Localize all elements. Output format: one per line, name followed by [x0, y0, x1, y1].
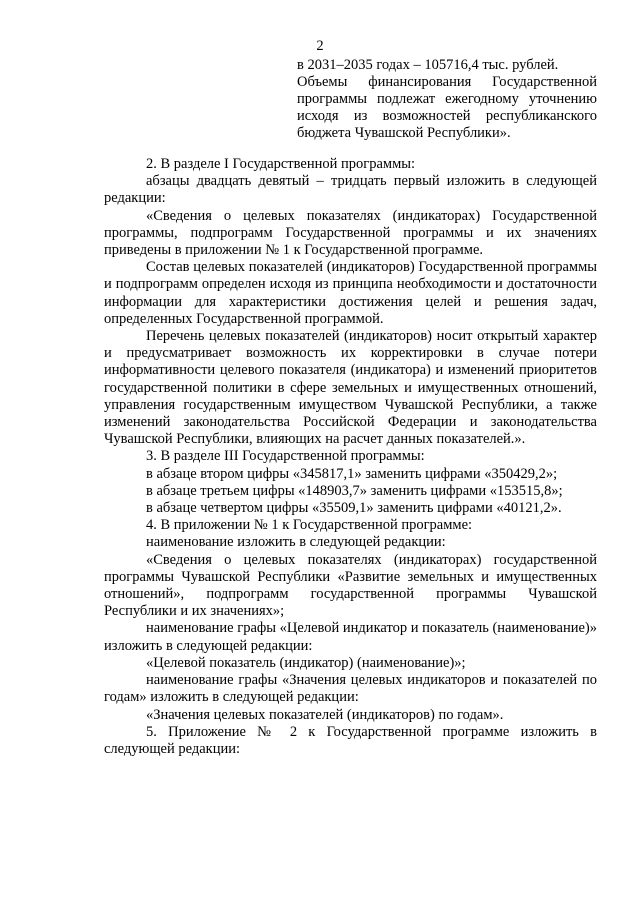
funding-note: Объемы финансирования Государственной программы подлежат ежегодному уточнению исходя из возможностей республиканского бюджета Чувашской Республики».	[297, 74, 597, 141]
paragraph-section-3: 3. В разделе III Государственной программы:	[146, 448, 425, 465]
paragraph: «Целевой показатель (индикатор) (наименование)»;	[146, 654, 466, 671]
paragraph: «Сведения о целевых показателях (индикаторах) государственной программы Чувашской Республики «Развитие земельных и имущественных отношений», подпрограмм государственной программы Чувашской Республики и их значениях»;	[104, 551, 597, 620]
paragraph-section-5: 5. Приложение № 2 к Государственной программе изложить в следующей редакции:	[104, 723, 597, 757]
paragraph: наименование графы «Целевой индикатор и показатель (наименование)» изложить в следующей редакции:	[104, 620, 597, 654]
paragraph: в абзаце втором цифры «345817,1» заменить цифрами «350429,2»;	[146, 465, 558, 482]
paragraph: Перечень целевых показателей (индикаторов) носит открытый характер и предусматривает возможность их корректировки в случае потери информативности целевого показателя (индикатора) и изменений приоритетов государственной политики в сфере земельных и имущественных отношений, управления государственным имуществом Чувашской Республики, а также изменений законодательства Российской Федерации и законодательства Чувашской Республики, влияющих на расчет данных показателей.».	[104, 328, 597, 448]
paragraph-section-1: 2. В разделе I Государственной программы:	[146, 156, 416, 172]
continuation-block	[297, 57, 597, 142]
funding-line: в 2031–2035 годах – 105716,4 тыс. рублей.	[297, 57, 559, 73]
paragraph: «Сведения о целевых показателях (индикаторах) Государственной программы, подпрограмм Государственной программы и их значениях приведены в приложении № 1 к Государственной программе.	[104, 207, 597, 259]
page-number: 2	[316, 38, 324, 54]
paragraph: наименование изложить в следующей редакции:	[146, 534, 446, 551]
paragraph: Состав целевых показателей (индикаторов) Государственной программы и подпрограмм определен исходя из принципа необходимости и достаточности информации для характеристики достижения целей и решения задач, определенных Государственной программой.	[104, 259, 597, 327]
paragraph: абзацы двадцать девятый – тридцать первый изложить в следующей редакции:	[104, 173, 597, 207]
paragraph-section-4: 4. В приложении № 1 к Государственной программе:	[146, 517, 473, 534]
paragraph: «Значения целевых показателей (индикаторов) по годам».	[146, 706, 504, 723]
paragraph: в абзаце четвертом цифры «35509,1» заменить цифрами «40121,2».	[146, 500, 562, 517]
document-body	[104, 156, 597, 758]
paragraph: наименование графы «Значения целевых индикаторов и показателей по годам» изложить в следующей редакции:	[104, 672, 597, 706]
paragraph: в абзаце третьем цифры «148903,7» заменить цифрами «153515,8»;	[146, 482, 563, 499]
